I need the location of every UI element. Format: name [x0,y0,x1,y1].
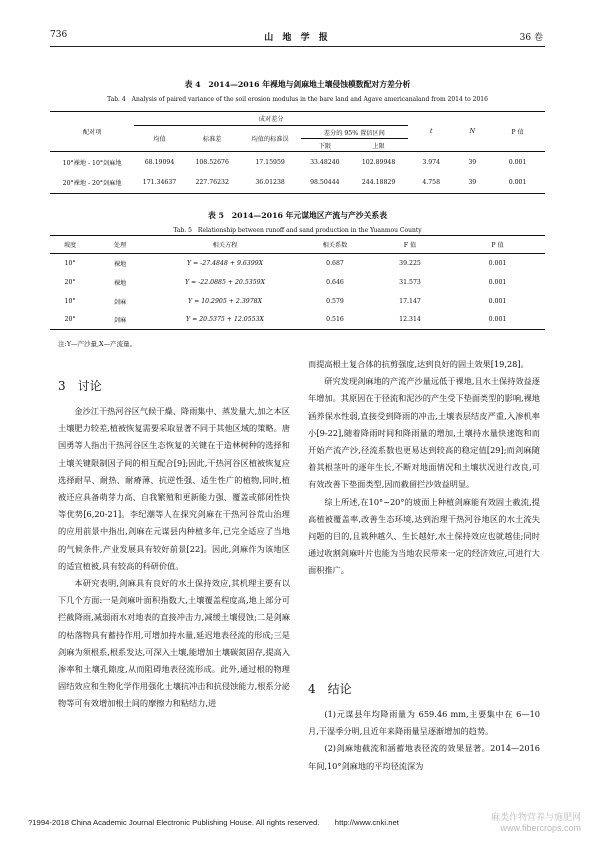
volume-number: 36 卷 [519,33,543,43]
section-heading-conclusion: 4 结论 [308,682,352,696]
page-number: 736 [50,30,68,40]
header-rule [50,46,545,47]
paragraph: 金沙江干热河谷区气候干燥、降雨集中、蒸发量大,加之本区土壤肥力较差,植被恢复需要采取显著不同于其他区域的策略。唐国勇等人指出干热河谷区生态恢复的关键在于造林树种的选择和土壤关键限制因子间的相互配合[9];因此,干热河谷区植被恢复应选择耐旱、耐热、耐瘠薄、抗逆性强、适生性广的植物,同时,植被还应具备萌芽力高、自我繁殖和更新能力强、覆盖或郁闭性快等优势[6,20-21]。李纪潮等人在探究剑麻在干热河谷荒山治理的应用前景中指出,剑麻在元谋县内种植多年,已完全适应了当地的气候条件,产业发展具有较好前景[22]。因此,剑麻作为该地区的适宜植被,具有较高的科研价值。 [58,406,290,571]
table4-header-t: t [429,128,433,135]
table5-header-treatment: 处理 [113,242,127,249]
table5-header-slope: 坡度 [63,242,77,249]
table4-header-upper: 上限 [372,142,385,150]
table4-title-en: Tab. 4 Analysis of paired variance of the soil erosion modulus in the bare land and Agave americanaland from 2014 to 2016 [107,96,488,103]
table5-header-p: P 值 [491,242,504,249]
table4-header-lower: 下限 [318,142,332,150]
copyright-footer: ?1994-2018 China Academic Journal Electronic Publishing House. All rights reserved. http://www.cnki.net [28,818,399,827]
table5-note: 注:Y—产沙量,X—产流量。 [58,340,137,348]
table5 [50,235,545,330]
table5-header-r: 相关系数 [322,242,348,249]
paragraph: 综上所述,在10°~20°的坡面上种植剑麻能有效固土截流,提高植被覆盖率,改善生态环境,达到治理干热河谷地区的水土流失问题的目的,且栽种越久、生长越好,水土保持效应也就越佳;同时通过收割剑麻叶片也能为当地农民带来一定的经济效应,可进行大面积推广。 [308,496,540,576]
paragraph: (2)剑麻地截流和涵蓄地表径流的效果显著。2014—2016 年间,10°剑麻地的平均径流深为 [308,743,540,771]
running-header [0,30,595,44]
table5-header-f: F 值 [403,242,417,249]
paragraph: 而提高根土复合体的抗剪强度,达到良好的固土效果[19,28]。 [308,359,529,369]
section-heading-discussion: 3 讨论 [58,379,102,393]
table4 [50,111,545,194]
table4-header-group: 成对差分 [134,112,408,126]
table-row: 20° 剑麻 Y = 20.5375 + 12.0553X 0.516 12.314 0.001 [50,311,545,330]
right-column [308,356,540,580]
table-row: 10°裸地 - 10°剑麻地 68.19094 108.52676 17.15959 33.48240 102.89948 3.974 39 0.001 [62,158,527,167]
table4-header-n: N [469,128,475,135]
paragraph: (1)元谋县年均降雨量为 659.46 mm,主要集中在 6—10 月,干湿季分明,且近年来降雨量呈逐渐增加的趋势。 [308,709,540,737]
table-row: 10° 剑麻 Y = 10.2905 + 2.3978X 0.579 17.147 0.001 [64,297,507,306]
table4-header-p: P 值 [511,129,524,136]
table4-header-se: 均值的标准误 [251,136,289,143]
table4-header-sd: 标准差 [202,136,222,143]
table-row: 20°裸地 - 20°剑麻地 171.34637 227.76232 36.01238 98.50444 244.18829 4.758 39 0.001 [50,173,545,194]
paragraph: 本研究表明,剑麻具有良好的水土保持效应,其机理主要有以下几个方面:一是剑麻叶面积指数大,土壤覆盖程度高,地上部分可拦截降雨,减弱雨水对地表的直接冲击力,减缓土壤侵蚀;二是剑麻的枯落物具有蓄持作用,可增加持水量,延迟地表径流的形成;三是剑麻为须根系,根系发达,可深入土壤,能增加土壤碳氮固存,提高入渗率和土壤孔隙度,从而阻碍地表径流形成。此外,通过根的物理固结效应和生物化学作用强化土壤抗冲击和抗侵蚀能力,根系分泌物等可有效增加根土间的摩擦力和粘结力,进 [58,578,290,709]
watermark: 麻类作物营养与施肥网 www.fibercrops.com [490,812,581,833]
conclusion-text [308,706,540,775]
table4-header-ci: 差分的 95% 置信区间 [301,126,408,139]
table4-header-pair: 配对项 [82,129,102,136]
paragraph: 研究发现剑麻地的产流产沙量远低于裸地,且水土保持效益逐年增加。其原因在于径流和泥沙的产生受下垫面类型的影响,裸地涵养保水性弱,直接受到降雨的冲击,土壤表层结皮严重,入渗机率小[9-22],随着降雨时间和降雨量的增加,土壤持水量快速饱和而开始产流产沙,径流系数也更易达到较高的稳定值[29];而剑麻随着其根茎叶的逐年生长,不断对地面情况和土壤状况进行改良,可有效改善下垫面类型,因而截留拦沙效益明显。 [308,376,540,490]
table5-title-en: Tab. 5 Relationship between runoff and sand production in the Yuanmou County [173,227,422,234]
journal-name: 山 地 学 报 [264,33,331,43]
table4-title-zh: 表 4 2014—2016 年裸地与剑麻地土壤侵蚀模数配对方差分析 [184,80,411,89]
table5-title-zh: 表 5 2014—2016 年元谋地区产流与产沙关系表 [207,211,387,220]
table4-header-mean: 均值 [153,136,166,143]
table5-header-equation: 相关方程 [212,242,238,249]
table-row: 10° 裸地 Y = -27.4848 + 9.6399X 0.687 39.225 0.001 [64,259,507,268]
table-row: 20° 裸地 Y = -22.0885 + 20.5359X 0.646 31.573 0.001 [64,278,507,287]
left-column [58,403,290,713]
